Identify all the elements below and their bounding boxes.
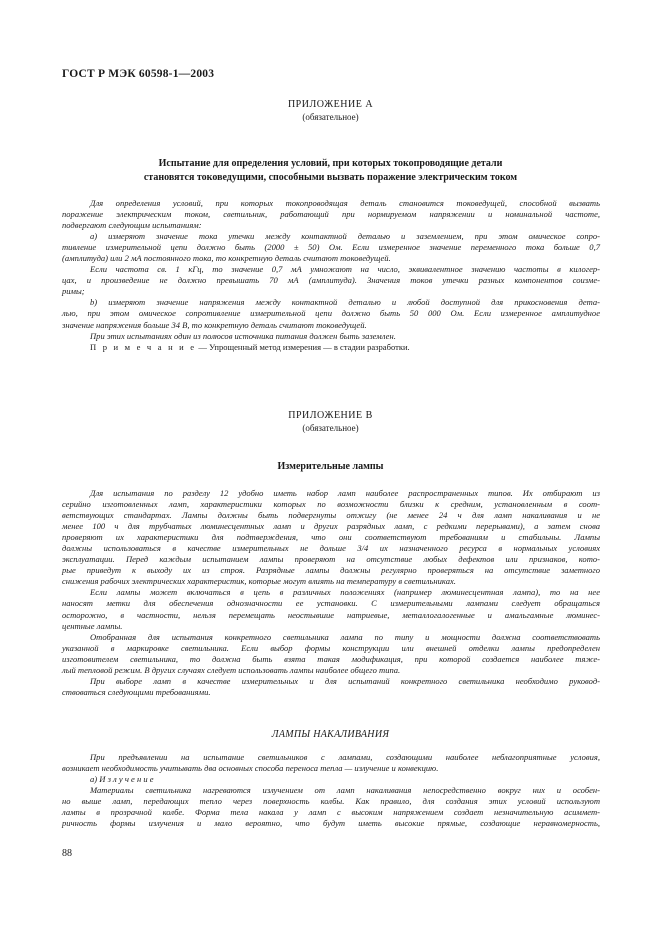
paragraph-line: менее 100 ч для трубчатых люминесцентных ламп и других разрядных ламп, с редкими перерывами), а затем снова xyxy=(62,521,600,532)
paragraph-line: снижения рабочих электрических характеристик, которые могут влиять на температуру в светильниках. xyxy=(62,576,456,587)
paragraph-line: ствоваться следующими требованиями. xyxy=(62,686,211,697)
paragraph-line: римы; xyxy=(62,286,85,297)
item-radiation: а) И з л у ч е н и е xyxy=(90,774,154,785)
paragraph-line: тивление измерительной цепи должно быть (2000 ± 50) Ом. Если измеренное значение переменного тока больше 0,7 xyxy=(62,242,600,253)
appendix-a-title: ПРИЛОЖЕНИЕ А xyxy=(287,99,374,110)
paragraph-line: серийно изготовленных ламп, характеристики которых по возможности близки к средним, установленным в соот- xyxy=(62,499,600,510)
paragraph-line: b) измеряют значение напряжения между контактной деталью и любой доступной для прикосновения дета- xyxy=(90,297,600,308)
appendix-a-heading-line-2: становятся токоведущими, способными вызвать поражение электрическим током xyxy=(143,172,518,183)
paragraph-line: лый тепловой режим. В других случаях следует использовать лампы наиболее общего типа. xyxy=(62,664,401,675)
paragraph-line: лампы в прозрачной колбе. Форма тела накала у ламп с высоким напряжением создает незначительную асиммет- xyxy=(62,807,600,818)
appendix-b-body-2 xyxy=(62,752,600,829)
paragraph-line: наносят метки для обеспечения однозначности ее установки. С измерительными лампами следует обращаться xyxy=(62,598,600,609)
paragraph-line: проверяют их характеристики для подтверждения, что они соответствуют требованиям и стабильны. Лампы xyxy=(62,532,600,543)
paragraph-line: указанной в маркировке светильника. Если выбор формы конструкции или внешней отделки лампы предопределен xyxy=(62,642,600,653)
appendix-b-title: ПРИЛОЖЕНИЕ В xyxy=(288,410,373,421)
paragraph-line: осторожно, в частности, нельзя перемещать неостывшие натриевые, металлогалогенные и амальгамные люминес- xyxy=(62,609,600,620)
paragraph-line: Отобранная для испытания конкретного светильника лампа по типу и мощности должна соответствовать xyxy=(90,631,600,642)
appendix-a-heading-line-1: Испытание для определения условий, при которых токопроводящие детали xyxy=(158,158,503,169)
paragraph-line: изготовителем светильника, то должна быть взята такая модификация, при которой создается наиболее тяже- xyxy=(62,653,600,664)
paragraph-line: возникает необходимость учитывать два основных способа переноса тепла — излучение и конвекцию. xyxy=(62,763,439,774)
note-line xyxy=(62,342,600,353)
paragraph-line: Материалы светильника нагреваются излучением от ламп накаливания непосредственно вокруг них и особен- xyxy=(90,785,600,796)
standard-designation: ГОСТ Р МЭК 60598-1—2003 xyxy=(62,68,215,80)
paragraph-line: значение напряжения больше 34 В, то конкретную деталь считают токоведущей. xyxy=(62,319,367,330)
page-number: 88 xyxy=(62,848,72,859)
paragraph-line: ветствующих стандартах. Лампы должны быть подвергнуты отжигу (не менее 24 ч для ламп накаливания и не xyxy=(62,510,600,521)
paragraph-line: эксплуатации. Перед каждым испытанием лампы проверяют на отсутствие любых дефектов или признаков, кото- xyxy=(62,554,600,565)
paragraph-line: цах, и произведение не должно превышать 70 мА (амплитуда). Значения токов утечки разных компонентов соизме- xyxy=(62,275,600,286)
paragraph-line: При выборе ламп в качестве измерительных и для испытаний конкретного светильника необходимо руковод- xyxy=(90,675,600,686)
appendix-b-status: (обязательное) xyxy=(302,423,359,433)
paragraph-line: Если частота св. 1 кГц, то значение 0,7 мА умножают на число, эквивалентное значению частоты в килогер- xyxy=(90,264,600,275)
note-label: П р и м е ч а н и е xyxy=(90,341,197,352)
appendix-a-heading xyxy=(0,157,661,185)
paragraph-line: При предъявлении на испытание светильников с лампами, создающими наиболее неблагоприятные условия, xyxy=(90,752,600,762)
paragraph-line: Для испытания по разделу 12 удобно иметь набор ламп наиболее распространенных типов. Их отбирают из xyxy=(90,488,600,498)
paragraph-line: должны использоваться в качестве измерительных не дольше 3/4 их назначенного ресурса в нормальных условиях xyxy=(62,543,600,554)
paragraph-line: Если лампы может включаться в цепь в различных положениях (например люминесцентная лампа), то на нее xyxy=(90,587,600,598)
paragraph-line: подвергают следующим испытаниям: xyxy=(62,220,202,231)
paragraph-line: а) измеряют значение тока утечки между контактной деталью и заземлением, при этом омическое сопро- xyxy=(90,231,600,242)
paragraph-line: центные лампы. xyxy=(62,620,123,631)
paragraph-line: но выше ламп, передающих тепло через поверхность колбы. Как правило, для создания этих условий используют xyxy=(62,796,600,807)
paragraph-line: Для определения условий, при которых токопроводящая деталь становится токоведущей, способной вызвать xyxy=(90,198,600,208)
paragraph-line: При этих испытаниях один из полюсов источника питания должен быть заземлен. xyxy=(90,330,396,341)
paragraph-line: ричность формы излучения и мало вероятно, что будут иметь высокие прямые, создающие неравномерность, xyxy=(62,818,600,829)
incandescent-lamps-heading: ЛАМПЫ НАКАЛИВАНИЯ xyxy=(271,729,390,740)
paragraph-line: рые приведут к выходу их из строя. Разрядные лампы должны регулярно проверяться на отсутствие заметного xyxy=(62,565,600,576)
paragraph-line: поражение электрическим током, светильник, работающий при нормируемом напряжении и номинальной частоте, xyxy=(62,209,600,220)
paragraph-line: лью, при этом омическое сопротивление измерительной цепи должно быть 50 000 Ом. Если измеренное амплитудное xyxy=(62,308,600,319)
appendix-b-heading: Измерительные лампы xyxy=(277,461,384,472)
appendix-b-body-1 xyxy=(62,488,600,698)
appendix-a-status: (обязательное) xyxy=(302,112,359,122)
note-text: — Упрощенный метод измерения — в стадии разработки. xyxy=(196,341,410,352)
paragraph-line: (амплитуда) или 2 мА постоянного тока, то конкретную деталь считают токоведущей. xyxy=(62,253,391,264)
appendix-a-body xyxy=(62,198,600,353)
